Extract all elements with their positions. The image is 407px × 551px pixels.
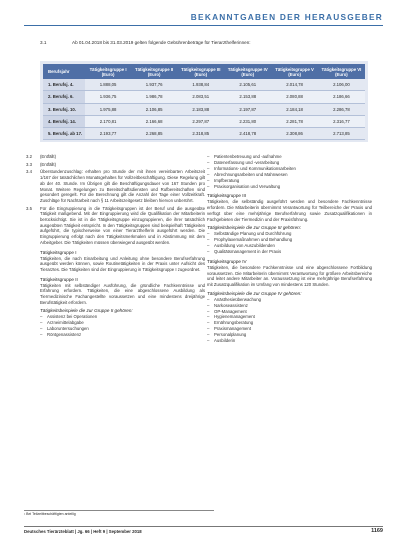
fee-table-box: [40, 61, 368, 142]
group-text: Tätigkeiten, die nach Einarbeitung und Anleitung ohne besondere Berufserfahrung ausgeübt werden können, sowie Routinetätigkeiten in der Praxis unter Aufsicht des Tierarztes. Die Tätigkeiten sind der Eingruppierung in Tätigkeitsgruppe I zugeordnet.: [40, 255, 205, 272]
table-cell: 2.231,80: [224, 115, 271, 127]
table-header-cell: Tätigkeitsgruppe V (Euro): [271, 64, 318, 79]
intro-number: 3.1: [40, 40, 47, 45]
group-heading: Tätigkeitsgruppe II: [40, 276, 78, 282]
table-cell: 4. Berufsj. 14.: [43, 115, 85, 127]
footnote: ¹ Bei Teilzeitbeschäftigten anteilig: [24, 510, 214, 517]
list-item: – Personalplanung: [207, 332, 372, 338]
table-cell: 1.938,84: [177, 79, 224, 91]
table-cell: 1. Berufsj. 4.: [43, 79, 85, 91]
table-cell: 2.153,88: [224, 91, 271, 103]
paragraph-item: [26, 205, 205, 246]
list-item: – Ernährungsberatung: [207, 320, 372, 326]
table-cell: 2.106,85: [131, 103, 177, 115]
group-text: Tätigkeiten, die besondere Fachkenntnisse und eine abgeschlossene Fortbildung voraussetzen. Die Mitarbeiterin übernimmt Verantwortung für größere Arbeitsbereiche und leitet andere Mitarbeiter an. Voraussetzung ist eine mehrjährige Berufserfahrung mit Zusatzqualifikation im Umfang von mindestens 120 Stunden.: [207, 264, 372, 287]
table-header-row: [43, 64, 365, 79]
header-title: BEKANNTGABEN DER HERAUSGEBER: [190, 12, 383, 22]
list-item: – Qualitätsmanagement in der Praxis: [207, 249, 372, 255]
table-cell: 2.186,66: [318, 91, 365, 103]
table-cell: 2.297,87: [177, 115, 224, 127]
list-item: – Arzneimittelabgabe: [40, 320, 205, 326]
table-cell: 2.318,85: [177, 128, 224, 140]
table-cell: 2.014,78: [271, 79, 318, 91]
paragraph-item: [26, 161, 205, 168]
table-cell: 1.937,76: [131, 79, 177, 91]
list-item: – Abrechnungsarbeiten und Mahnwesen: [207, 172, 372, 178]
table-header-cell: Tätigkeitsgruppe I (Euro): [85, 64, 131, 79]
top-list: [207, 154, 372, 189]
group-text: Tätigkeiten mit selbständiger Ausführung, die gründliche Fachkenntnisse und Erfahrung erfordern. Tätigkeiten, die eine abgeschlossene Ausbildung als Tiermedizinische Fachangestellte voraussetzen und eine mindestens dreijährige Berufstätigkeit erfordern.: [40, 282, 205, 305]
list-item: – Ausbildung von Auszubildenden: [207, 243, 372, 249]
examples-heading: Tätigkeitsbeispiele die zur Gruppe II gehören:: [40, 308, 133, 314]
table-cell: 2.184,18: [271, 103, 318, 115]
table-cell: 2.713,85: [318, 128, 365, 140]
fee-table: [43, 64, 365, 140]
list-item: – Praxismanagement: [207, 326, 372, 332]
paragraph-item: [26, 154, 205, 160]
table-cell: 1.975,88: [85, 103, 131, 115]
list-item: – Assistenz bei Operationen: [40, 314, 205, 320]
table-cell: 3. Berufsj. 10.: [43, 103, 85, 115]
page-footer: [24, 526, 383, 537]
list-item: – Laboruntersuchungen: [40, 326, 205, 332]
list-item: – Ausbilderin: [207, 338, 372, 344]
paragraph-number: 3.5: [26, 205, 32, 211]
table-cell: 2. Berufsj. 6.: [43, 91, 85, 103]
paragraph-number: 3.2: [26, 154, 32, 159]
list-item: – Impfberatung: [207, 178, 372, 184]
paragraph-text: Für die Eingruppierung in die Tätigkeitsgruppen ist der Beruf und die ausgeübte Tätigkeit maßgebend. Mit der Eingruppierung wird die Qualifikation der Mitarbeiterin berücksichtigt. Sie ist in die Tätigkeitsgruppe einzugruppieren, die ihrer tatsächlich ausgeübten Tätigkeit entspricht. In den Tätigkeitsgruppen sind beispielhaft Tätigkeiten aufgeführt, die typischerweise von einer Tierarzthelferin ausgeführt werden. Die Eingruppierung erfolgt nach den Tätigkeitsmerkmalen und in Abstimmung mit dem Arbeitgeber. Die Tätigkeiten müssen überwiegend ausgeübt werden.: [40, 205, 205, 245]
right-column: [207, 154, 372, 344]
table-row: [43, 103, 365, 115]
paragraph-text: (Entfällt): [40, 154, 56, 159]
group-heading: Tätigkeitsgruppe III: [207, 193, 247, 199]
table-row: [43, 91, 365, 103]
table-cell: 5. Berufsj. ab 17.: [43, 128, 85, 140]
intro-text: Ab 01.04.2018 bis 31.03.2019 gelten folgende Gebührenbeträge für Tierarzthelferinnen:: [72, 40, 251, 45]
table-cell: 2.308,86: [271, 128, 318, 140]
paragraph-text: (Entfällt): [40, 161, 56, 167]
paragraph-number: 3.3: [26, 161, 32, 167]
list-item: – Patientenbetreuung und -aufnahme: [207, 154, 372, 160]
table-cell: 2.418,78: [224, 128, 271, 140]
table-row: [43, 128, 365, 140]
left-column: [26, 154, 205, 338]
examples-list: [207, 231, 372, 255]
table-header-cell: Tätigkeitsgruppe IV (Euro): [224, 64, 271, 79]
table-cell: 2.106,00: [318, 79, 365, 91]
paragraph-text: Überstundenzuschlag: erhalten pro Stunde der mit ihnen vereinbarten Arbeitszeit 1/167 der tatsächlichen Monatsgehaltes für Vollzeitbeschäftigung. Diese Regelung gilt ab der 40. Stunde. Im Übrigen gilt die Beschäftigungsdauer von 167 Stunden pro Monat. Weitere Regelungen zu Bereitschaftsdiensten und Rufbereitschaften sind gesondert geregelt. Für die Berechnung gilt die Anzahl der Tage einer Vollzeitkraft. Zuschläge für Nachtarbeit nach § 11 Arbeitszeitgesetz bleiben hiervon unberührt.: [40, 169, 205, 203]
table-cell: 1.936,75: [85, 91, 131, 103]
list-item: – Anästhesieüberwachung: [207, 297, 372, 303]
table-header-cell: Tätigkeitsgruppe II (Euro): [131, 64, 177, 79]
page-number: 1169: [371, 528, 383, 534]
table-cell: 2.268,85: [131, 128, 177, 140]
intro-line: [40, 40, 390, 46]
table-cell: 2.166,68: [131, 115, 177, 127]
paragraph-item: [26, 169, 205, 203]
list-item: – Datenerfassung und -verarbeitung: [207, 160, 372, 166]
table-cell: 2.080,88: [271, 91, 318, 103]
examples-list: [207, 297, 372, 344]
group-text: Tätigkeiten, die selbständig ausgeführt werden und besondere Fachkenntnisse erfordern. Die Mitarbeiterin übernimmt Verantwortung für Teilbereiche der Praxis und verfügt über eine mehrjährige Berufserfahrung sowie Zusatzqualifikationen in Fachgebieten der Tiermedizin und der Praxisführung.: [207, 199, 372, 222]
list-item: – Hygienemanagement: [207, 314, 372, 320]
table-cell: 1.986,78: [131, 91, 177, 103]
list-item: – Selbständige Planung und Durchführung: [207, 231, 372, 237]
table-cell: 2.316,77: [318, 115, 365, 127]
list-item: – Informations- und Kommunikationsarbeiten: [207, 166, 372, 172]
group-heading: Tätigkeitsgruppe IV: [207, 258, 247, 264]
list-item: – Prophylaxemaßnahmen und Behandlung: [207, 237, 372, 243]
table-cell: 2.170,81: [85, 115, 131, 127]
table-cell: 2.083,51: [177, 91, 224, 103]
list-item: – OP-Management: [207, 309, 372, 315]
table-header-cell: Berufsjahr: [43, 64, 85, 79]
list-item: – Röntgenassistenz: [40, 332, 205, 338]
footer-citation: Deutsches Tierärzteblatt | Jg. 66 | Heft 9 | September 2018: [24, 529, 142, 534]
table-cell: 2.197,87: [224, 103, 271, 115]
list-item: – Narkoseassistenz: [207, 303, 372, 309]
examples-heading: Tätigkeitsbeispiele die zur Gruppe IV gehören:: [207, 290, 302, 296]
page-header: [0, 9, 407, 27]
examples-list: [40, 314, 205, 338]
paragraph-number: 3.4: [26, 169, 32, 175]
table-cell: 2.193,77: [85, 128, 131, 140]
examples-heading: Tätigkeitsbeispiele die zur Gruppe III gehören:: [207, 225, 301, 231]
header-rule: [24, 25, 383, 26]
table-cell: 2.281,78: [271, 115, 318, 127]
table-cell: 2.183,88: [177, 103, 224, 115]
list-item: – Praxisorganisation und Verwaltung: [207, 184, 372, 190]
group-heading: Tätigkeitsgruppe I: [40, 249, 77, 255]
table-row: [43, 79, 365, 91]
table-cell: 2.105,61: [224, 79, 271, 91]
table-cell: 1.888,05: [85, 79, 131, 91]
table-header-cell: Tätigkeitsgruppe III (Euro): [177, 64, 224, 79]
table-header-cell: Tätigkeitsgruppe VI (Euro): [318, 64, 365, 79]
table-cell: 2.286,78: [318, 103, 365, 115]
table-row: [43, 115, 365, 127]
